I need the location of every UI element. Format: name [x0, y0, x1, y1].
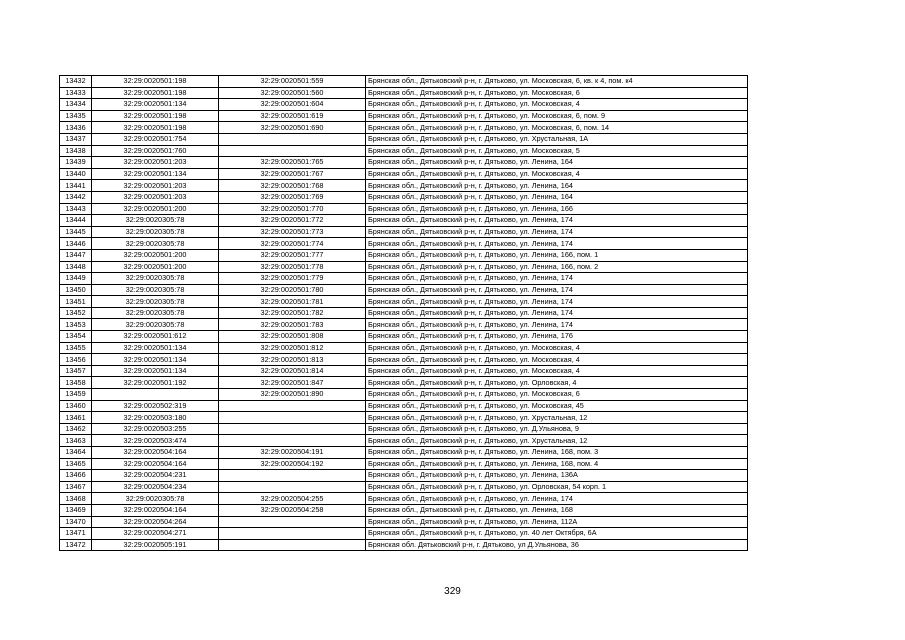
address-cell: Брянская обл., Дятьковский р-н, г. Дятьково, ул. Московская, 4 [366, 365, 748, 377]
row-number-cell: 13459 [60, 389, 92, 401]
table-row [60, 470, 748, 482]
row-number-cell: 13432 [60, 76, 92, 88]
address-cell: Брянская обл., Дятьковский р-н, г. Дятьково, ул. Московская, 6 [366, 389, 748, 401]
object-cadastral-cell: 32:29:0020501:765 [219, 157, 366, 169]
table-row [60, 342, 748, 354]
address-cell: Брянская обл., Дятьковский р-н, г. Дятьково, ул. Ленина, 166, пом. 2 [366, 261, 748, 273]
table-row [60, 458, 748, 470]
table-row [60, 284, 748, 296]
row-number-cell: 13439 [60, 157, 92, 169]
row-number-cell: 13461 [60, 412, 92, 424]
table-row [60, 157, 748, 169]
object-cadastral-cell [219, 470, 366, 482]
address-cell: Брянская обл., Дятьковский р-н, г. Дятьково, ул. Ленина, 166 [366, 203, 748, 215]
row-number-cell: 13453 [60, 319, 92, 331]
parcel-cadastral-cell: 32:29:0020501:200 [92, 249, 219, 261]
object-cadastral-cell [219, 539, 366, 551]
row-number-cell: 13445 [60, 226, 92, 238]
address-cell: Брянская обл., Дятьковский р-н, г. Дятьково, ул. Ленина, 174 [366, 493, 748, 505]
table-row [60, 389, 748, 401]
address-cell: Брянская обл., Дятьковский р-н, г. Дятьково, ул. Московская, 5 [366, 145, 748, 157]
object-cadastral-cell: 32:29:0020501:772 [219, 215, 366, 227]
address-cell: Брянская обл., Дятьковский р-н, г. Дятьково, ул. Ленина, 174 [366, 319, 748, 331]
row-number-cell: 13433 [60, 87, 92, 99]
object-cadastral-cell [219, 481, 366, 493]
table-row [60, 481, 748, 493]
object-cadastral-cell: 32:29:0020501:814 [219, 365, 366, 377]
parcel-cadastral-cell: 32:29:0020502:319 [92, 400, 219, 412]
table-row [60, 238, 748, 250]
row-number-cell: 13435 [60, 110, 92, 122]
row-number-cell: 13458 [60, 377, 92, 389]
object-cadastral-cell [219, 145, 366, 157]
parcel-cadastral-cell: 32:29:0020501:198 [92, 87, 219, 99]
object-cadastral-cell [219, 528, 366, 540]
parcel-cadastral-cell: 32:29:0020503:180 [92, 412, 219, 424]
address-cell: Брянская обл., Дятьковский р-н, г. Дятьково, ул. Ленина, 174 [366, 215, 748, 227]
parcel-cadastral-cell: 32:29:0020501:192 [92, 377, 219, 389]
object-cadastral-cell: 32:29:0020501:604 [219, 99, 366, 111]
object-cadastral-cell: 32:29:0020501:812 [219, 342, 366, 354]
address-cell: Брянская обл., Дятьковский р-н, г. Дятьково, ул. Ленина, 168 [366, 504, 748, 516]
address-cell: Брянская обл., Дятьковский р-н, г. Дятьково, ул. Орловская, 4 [366, 377, 748, 389]
parcel-cadastral-cell: 32:29:0020505:191 [92, 539, 219, 551]
object-cadastral-cell: 32:29:0020501:778 [219, 261, 366, 273]
parcel-cadastral-cell: 32:29:0020501:134 [92, 99, 219, 111]
object-cadastral-cell [219, 400, 366, 412]
row-number-cell: 13471 [60, 528, 92, 540]
table-row [60, 203, 748, 215]
address-cell: Брянская обл., Дятьковский р-н, г. Дятьково, ул. Ленина, 174 [366, 226, 748, 238]
table-row [60, 76, 748, 88]
row-number-cell: 13452 [60, 307, 92, 319]
table-row [60, 110, 748, 122]
row-number-cell: 13472 [60, 539, 92, 551]
address-cell: Брянская обл., Дятьковский р-н, г. Дятьково, ул. Московская, 4 [366, 168, 748, 180]
row-number-cell: 13450 [60, 284, 92, 296]
address-cell: Брянская обл. Дятьковский р-н, г. Дятьково, ул Д.Ульянова, 36 [366, 539, 748, 551]
address-cell: Брянская обл., Дятьковский р-н, г. Дятьково, ул. Ленина, 174 [366, 284, 748, 296]
row-number-cell: 13438 [60, 145, 92, 157]
object-cadastral-cell: 32:29:0020501:779 [219, 273, 366, 285]
address-cell: Брянская обл., Дятьковский р-н, г. Дятьково, ул. Московская, 4 [366, 354, 748, 366]
parcel-cadastral-cell: 32:29:0020504:164 [92, 504, 219, 516]
object-cadastral-cell: 32:29:0020501:773 [219, 226, 366, 238]
parcel-cadastral-cell: 32:29:0020504:234 [92, 481, 219, 493]
row-number-cell: 13442 [60, 191, 92, 203]
row-number-cell: 13441 [60, 180, 92, 192]
table-row [60, 516, 748, 528]
row-number-cell: 13454 [60, 331, 92, 343]
row-number-cell: 13444 [60, 215, 92, 227]
parcel-cadastral-cell: 32:29:0020501:198 [92, 110, 219, 122]
table-row [60, 87, 748, 99]
row-number-cell: 13462 [60, 423, 92, 435]
address-cell: Брянская обл., Дятьковский р-н, г. Дятьково, ул. Ленина, 174 [366, 238, 748, 250]
row-number-cell: 13460 [60, 400, 92, 412]
object-cadastral-cell [219, 133, 366, 145]
registry-table [59, 75, 748, 551]
row-number-cell: 13466 [60, 470, 92, 482]
row-number-cell: 13447 [60, 249, 92, 261]
parcel-cadastral-cell: 32:29:0020504:264 [92, 516, 219, 528]
object-cadastral-cell: 32:29:0020501:774 [219, 238, 366, 250]
address-cell: Брянская обл., Дятьковский р-н, г. Дятьково, ул. Ленина, 174 [366, 307, 748, 319]
table-row [60, 354, 748, 366]
address-cell: Брянская обл., Дятьковский р-н, г. Дятьково, ул. Д.Ульянова, 9 [366, 423, 748, 435]
address-cell: Брянская обл., Дятьковский р-н, г. Дятьково, ул. Ленина, 166, пом. 1 [366, 249, 748, 261]
table-row [60, 273, 748, 285]
address-cell: Брянская обл., Дятьковский р-н, г. Дятьково, ул. Хрустальная, 12 [366, 435, 748, 447]
table-row [60, 319, 748, 331]
row-number-cell: 13463 [60, 435, 92, 447]
row-number-cell: 13446 [60, 238, 92, 250]
parcel-cadastral-cell: 32:29:0020305:78 [92, 215, 219, 227]
table-row [60, 307, 748, 319]
row-number-cell: 13457 [60, 365, 92, 377]
object-cadastral-cell [219, 516, 366, 528]
row-number-cell: 13451 [60, 296, 92, 308]
object-cadastral-cell: 32:29:0020501:770 [219, 203, 366, 215]
address-cell: Брянская обл., Дятьковский р-н, г. Дятьково, ул. Ленина, 168, пом. 4 [366, 458, 748, 470]
address-cell: Брянская обл., Дятьковский р-н, г. Дятьково, ул. Ленина, 136А [366, 470, 748, 482]
parcel-cadastral-cell: 32:29:0020501:134 [92, 354, 219, 366]
table-row [60, 412, 748, 424]
parcel-cadastral-cell: 32:29:0020501:203 [92, 157, 219, 169]
parcel-cadastral-cell: 32:29:0020501:203 [92, 180, 219, 192]
table-row [60, 122, 748, 134]
address-cell: Брянская обл., Дятьковский р-н, г. Дятьково, ул. Московская, 6, пом. 9 [366, 110, 748, 122]
table-row [60, 261, 748, 273]
parcel-cadastral-cell: 32:29:0020504:271 [92, 528, 219, 540]
address-cell: Брянская обл., Дятьковский р-н, г. Дятьково, ул. 40 лет Октября, 6А [366, 528, 748, 540]
registry-table-body [60, 76, 748, 551]
table-row [60, 400, 748, 412]
parcel-cadastral-cell: 32:29:0020305:78 [92, 284, 219, 296]
parcel-cadastral-cell: 32:29:0020501:200 [92, 203, 219, 215]
row-number-cell: 13440 [60, 168, 92, 180]
row-number-cell: 13464 [60, 447, 92, 459]
row-number-cell: 13449 [60, 273, 92, 285]
table-row [60, 226, 748, 238]
parcel-cadastral-cell: 32:29:0020501:198 [92, 76, 219, 88]
parcel-cadastral-cell: 32:29:0020501:203 [92, 191, 219, 203]
parcel-cadastral-cell: 32:29:0020305:78 [92, 296, 219, 308]
address-cell: Брянская обл., Дятьковский р-н, г. Дятьково, ул. Ленина, 164 [366, 191, 748, 203]
parcel-cadastral-cell: 32:29:0020501:198 [92, 122, 219, 134]
table-row [60, 133, 748, 145]
table-row [60, 423, 748, 435]
table-row [60, 493, 748, 505]
table-row [60, 145, 748, 157]
parcel-cadastral-cell: 32:29:0020305:78 [92, 493, 219, 505]
object-cadastral-cell: 32:29:0020501:619 [219, 110, 366, 122]
parcel-cadastral-cell: 32:29:0020504:164 [92, 447, 219, 459]
row-number-cell: 13467 [60, 481, 92, 493]
address-cell: Брянская обл., Дятьковский р-н, г. Дятьково, ул. Хрустальная, 12 [366, 412, 748, 424]
parcel-cadastral-cell [92, 389, 219, 401]
parcel-cadastral-cell: 32:29:0020501:754 [92, 133, 219, 145]
table-row [60, 528, 748, 540]
object-cadastral-cell: 32:29:0020501:767 [219, 168, 366, 180]
object-cadastral-cell: 32:29:0020501:813 [219, 354, 366, 366]
row-number-cell: 13465 [60, 458, 92, 470]
parcel-cadastral-cell: 32:29:0020501:134 [92, 342, 219, 354]
object-cadastral-cell: 32:29:0020501:559 [219, 76, 366, 88]
object-cadastral-cell: 32:29:0020501:781 [219, 296, 366, 308]
object-cadastral-cell: 32:29:0020501:782 [219, 307, 366, 319]
object-cadastral-cell: 32:29:0020501:769 [219, 191, 366, 203]
address-cell: Брянская обл., Дятьковский р-н, г. Дятьково, ул. Ленина, 168, пом. 3 [366, 447, 748, 459]
address-cell: Брянская обл., Дятьковский р-н, г. Дятьково, ул. Ленина, 112А [366, 516, 748, 528]
row-number-cell: 13437 [60, 133, 92, 145]
table-row [60, 99, 748, 111]
table-row [60, 331, 748, 343]
parcel-cadastral-cell: 32:29:0020305:78 [92, 319, 219, 331]
object-cadastral-cell: 32:29:0020501:890 [219, 389, 366, 401]
row-number-cell: 13469 [60, 504, 92, 516]
parcel-cadastral-cell: 32:29:0020503:255 [92, 423, 219, 435]
parcel-cadastral-cell: 32:29:0020503:474 [92, 435, 219, 447]
object-cadastral-cell: 32:29:0020501:690 [219, 122, 366, 134]
object-cadastral-cell [219, 412, 366, 424]
table-row [60, 249, 748, 261]
address-cell: Брянская обл., Дятьковский р-н, г. Дятьково, ул. Ленина, 176 [366, 331, 748, 343]
object-cadastral-cell: 32:29:0020501:783 [219, 319, 366, 331]
object-cadastral-cell: 32:29:0020501:777 [219, 249, 366, 261]
object-cadastral-cell: 32:29:0020504:191 [219, 447, 366, 459]
page-number: 329 [444, 586, 461, 597]
address-cell: Брянская обл., Дятьковский р-н, г. Дятьково, ул. Ленина, 164 [366, 157, 748, 169]
address-cell: Брянская обл., Дятьковский р-н, г. Дятьково, ул. Орловская, 54 корп. 1 [366, 481, 748, 493]
object-cadastral-cell: 32:29:0020501:780 [219, 284, 366, 296]
table-row [60, 180, 748, 192]
parcel-cadastral-cell: 32:29:0020504:231 [92, 470, 219, 482]
object-cadastral-cell: 32:29:0020504:258 [219, 504, 366, 516]
parcel-cadastral-cell: 32:29:0020305:78 [92, 307, 219, 319]
object-cadastral-cell [219, 435, 366, 447]
table-row [60, 215, 748, 227]
object-cadastral-cell: 32:29:0020501:768 [219, 180, 366, 192]
table-row [60, 504, 748, 516]
parcel-cadastral-cell: 32:29:0020504:164 [92, 458, 219, 470]
parcel-cadastral-cell: 32:29:0020305:78 [92, 238, 219, 250]
object-cadastral-cell: 32:29:0020501:560 [219, 87, 366, 99]
row-number-cell: 13468 [60, 493, 92, 505]
parcel-cadastral-cell: 32:29:0020501:134 [92, 168, 219, 180]
object-cadastral-cell: 32:29:0020501:808 [219, 331, 366, 343]
row-number-cell: 13434 [60, 99, 92, 111]
table-row [60, 365, 748, 377]
parcel-cadastral-cell: 32:29:0020501:612 [92, 331, 219, 343]
parcel-cadastral-cell: 32:29:0020501:760 [92, 145, 219, 157]
object-cadastral-cell: 32:29:0020501:847 [219, 377, 366, 389]
address-cell: Брянская обл., Дятьковский р-н, г. Дятьково, ул. Московская, 6, кв. к 4, пом. к4 [366, 76, 748, 88]
address-cell: Брянская обл., Дятьковский р-н, г. Дятьково, ул. Московская, 4 [366, 342, 748, 354]
parcel-cadastral-cell: 32:29:0020305:78 [92, 273, 219, 285]
object-cadastral-cell: 32:29:0020504:255 [219, 493, 366, 505]
object-cadastral-cell: 32:29:0020504:192 [219, 458, 366, 470]
parcel-cadastral-cell: 32:29:0020501:200 [92, 261, 219, 273]
table-row [60, 539, 748, 551]
address-cell: Брянская обл., Дятьковский р-н, г. Дятьково, ул. Московская, 45 [366, 400, 748, 412]
address-cell: Брянская обл., Дятьковский р-н, г. Дятьково, ул. Ленина, 174 [366, 273, 748, 285]
address-cell: Брянская обл., Дятьковский р-н, г. Дятьково, ул. Московская, 6, пом. 14 [366, 122, 748, 134]
address-cell: Брянская обл., Дятьковский р-н, г. Дятьково, ул. Московская, 6 [366, 87, 748, 99]
address-cell: Брянская обл., Дятьковский р-н, г. Дятьково, ул. Хрустальная, 1А [366, 133, 748, 145]
table-row [60, 191, 748, 203]
table-row [60, 377, 748, 389]
parcel-cadastral-cell: 32:29:0020305:78 [92, 226, 219, 238]
row-number-cell: 13436 [60, 122, 92, 134]
row-number-cell: 13448 [60, 261, 92, 273]
row-number-cell: 13470 [60, 516, 92, 528]
address-cell: Брянская обл., Дятьковский р-н, г. Дятьково, ул. Московская, 4 [366, 99, 748, 111]
address-cell: Брянская обл., Дятьковский р-н, г. Дятьково, ул. Ленина, 174 [366, 296, 748, 308]
parcel-cadastral-cell: 32:29:0020501:134 [92, 365, 219, 377]
row-number-cell: 13455 [60, 342, 92, 354]
table-row [60, 168, 748, 180]
table-row [60, 296, 748, 308]
row-number-cell: 13443 [60, 203, 92, 215]
row-number-cell: 13456 [60, 354, 92, 366]
table-row [60, 435, 748, 447]
address-cell: Брянская обл., Дятьковский р-н, г. Дятьково, ул. Ленина, 164 [366, 180, 748, 192]
table-row [60, 447, 748, 459]
object-cadastral-cell [219, 423, 366, 435]
